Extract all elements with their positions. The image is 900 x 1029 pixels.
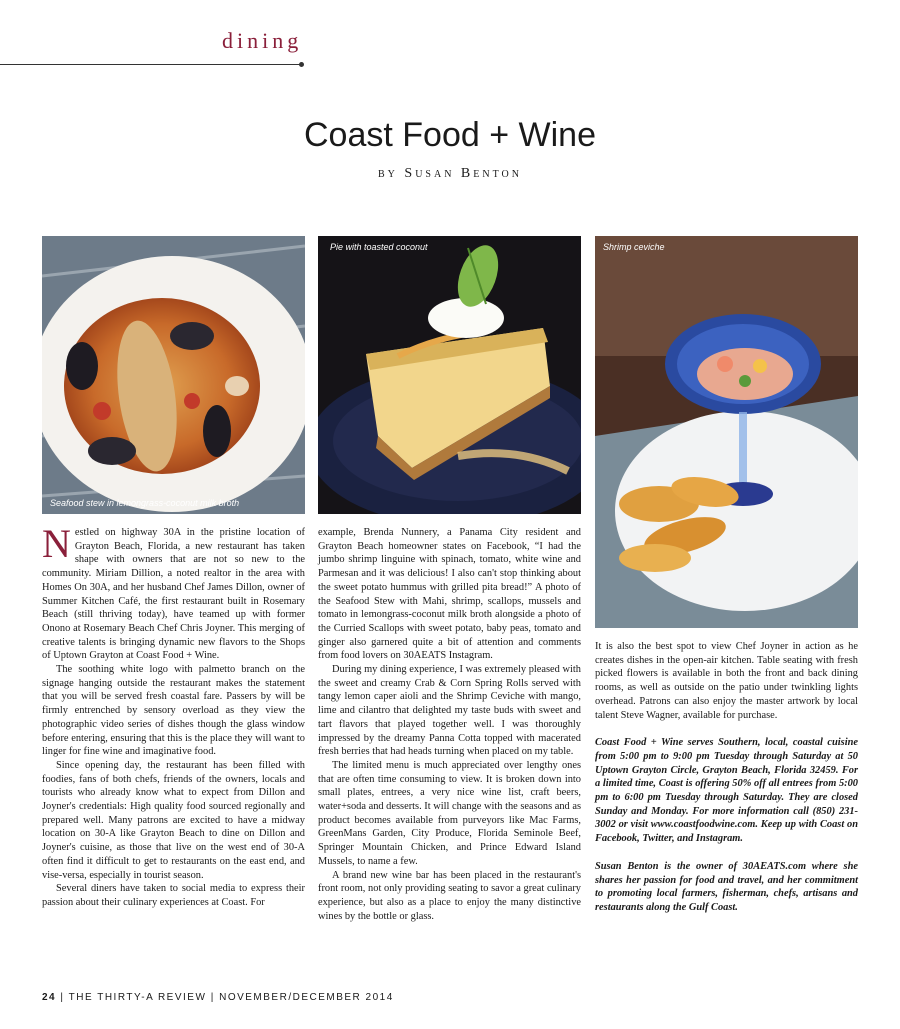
paragraph-text: estled on highway 30A in the pristine location of Grayton Beach, Florida, a new restaurant has taken shape with owners that are not so new to the community. Miriam Dillion, a noted realtor in the area with Homes On 30A, and her husband Chef James Dillon, owner of Summer Kitchen Café, the first restaurant built in Rosemary Beach (still thriving today), have teamed up with former Onono at Rosemary Beach Chef Chris Joyner. This merging of creative talents is bringing dynamic new flavors to the Shops of Uptown Grayton at Coast Food + Wine. xyxy=(42,527,305,662)
photo-caption: Shrimp ceviche xyxy=(603,242,665,252)
article-paragraph: example, Brenda Nunnery, a Panama City resident and Grayton Beach homeowner states on Facebook, “I had the jumbo shrimp linguine with spinach, tomato, white wine and Parmesan and it was delicious! I also can't stop thinking about the sweet potato hummus with grilled pita bread!” A photo of the Seafood Stew with Mahi, shrimp, scallops, mussels and tomato in lemongrass-coconut milk broth alongside a photo of the Curried Scallops with sweet potato, baby peas, tomato and ginger also garnered quite a bit of attention and comments from food lovers on 30AEATS Instagram. xyxy=(318,527,581,662)
section-rule-dot xyxy=(299,62,304,67)
photo-shrimp-ceviche xyxy=(595,236,858,628)
restaurant-info xyxy=(595,736,858,846)
footer-separator: | xyxy=(60,992,65,1003)
article-byline: by Susan Benton xyxy=(378,166,522,181)
drop-cap: N xyxy=(42,521,71,566)
article-paragraph: It is also the best spot to view Chef Joyner in action as he creates dishes in the open-air kitchen. Table seating with fresh picked flowers is available in both the front and back dining rooms, as well as outside on the patio under twinkling lights overhead. Patrons can also enjoy the master artwork by local talent Steve Wagner, available for purchase. xyxy=(595,641,858,721)
pie-image xyxy=(318,236,581,514)
article-paragraph xyxy=(42,521,305,663)
section-rule xyxy=(0,64,302,65)
photo-caption: Seafood stew in lemongrass-coconut milk broth xyxy=(50,498,240,508)
seafood-stew-image xyxy=(42,236,305,514)
article-column-2 xyxy=(318,526,581,923)
article-paragraph: Several diners have taken to social media to express their passion about their culinary experiences at Coast. For xyxy=(42,883,305,908)
bio-paragraph: Susan Benton is the owner of 30AEATS.com where she shares her passion for food and travel, and her commitment to promoting local farmers, fisherman, chefs, artisans and restaurants along the Gulf Coast. xyxy=(595,860,858,913)
issue-date: NOVEMBER/DECEMBER 2014 xyxy=(219,992,394,1003)
author-bio xyxy=(595,860,858,915)
footer-separator: | xyxy=(210,992,215,1003)
photo-caption: Pie with toasted coconut xyxy=(330,242,428,252)
page-footer xyxy=(42,992,394,1003)
article-column-1 xyxy=(42,521,305,910)
article-paragraph: The soothing white logo with palmetto branch on the signage hanging outside the restaurant makes the statement that you will be served fresh coastal fare. Passers by will be firmly entrenched by sensory overload as they view the photographic video series of dishes though the glass window before entering, ensuring that this is the place they will want to linger for fine wine and imaginative food. xyxy=(42,664,305,758)
section-label: dining xyxy=(222,28,303,53)
shrimp-ceviche-image xyxy=(595,236,858,628)
article-title: Coast Food + Wine xyxy=(304,116,596,154)
publication-name: THE THIRTY-A REVIEW xyxy=(68,992,207,1003)
article-paragraph: A brand new wine bar has been placed in the restaurant's front room, not only providing seating to savor a great culinary experience, but also as a place to enjoy the many distinctive wines by the bottle or glass. xyxy=(318,869,581,922)
photo-pie xyxy=(318,236,581,514)
article-column-3 xyxy=(595,640,858,915)
info-paragraph: Coast Food + Wine serves Southern, local, coastal cuisine from 5:00 pm to 9:00 pm Tuesday through Saturday at 50 Uptown Grayton Circle, Grayton Beach, Florida 32459. For a limited time, Coast is offering 50% off all entrees from 5:00 pm to 6:00 pm Tuesday through Saturday. They are closed Sunday and Monday. For more information call (850) 231-3002 or visit www.coastfoodwine.com. Keep up with Coast on Facebook, Twitter, and Instagram. xyxy=(595,737,858,845)
article-paragraph: During my dining experience, I was extremely pleased with the sweet and creamy Crab & Corn Spring Rolls served with tangy lemon caper aioli and the Shrimp Ceviche with mango, lime and cilantro that delighted my taste buds with sweet and tart flavors that played together well. I was thoroughly impressed by the dreamy Panna Cotta topped with macerated fresh berries that had heads turning when placed on my table. xyxy=(318,664,581,758)
article-paragraph: The limited menu is much appreciated over lengthy ones that are often time consuming to view. It is broken down into small plates, entrees, a very nice wine list, craft beers, water+soda and desserts. It will change with the seasons and as product becomes available from purveyors like Mac Farms, GreenMans Garden, City Produce, Florida Seminole Beef, Springer Mountain Chicken, and Prince Edward Island Mussels, to name a few. xyxy=(318,759,581,867)
article-paragraph: Since opening day, the restaurant has been filled with foodies, fans of both chefs, friends of the owners, locals and tourists who already know what to expect from Dillon and Joyner's credentials: High quality food sourced regionally and prepared well. Many patrons are excited to have a midway location on 30-A like Grayton Beach to dine on Dillon and Joyner's cuisine, as those that live on the west end of 30-A often find it difficult to get to restaurants on the east end, and vise-versa, especially in tourist season. xyxy=(42,759,305,881)
photo-seafood-stew xyxy=(42,236,305,514)
page-number: 24 xyxy=(42,992,57,1003)
